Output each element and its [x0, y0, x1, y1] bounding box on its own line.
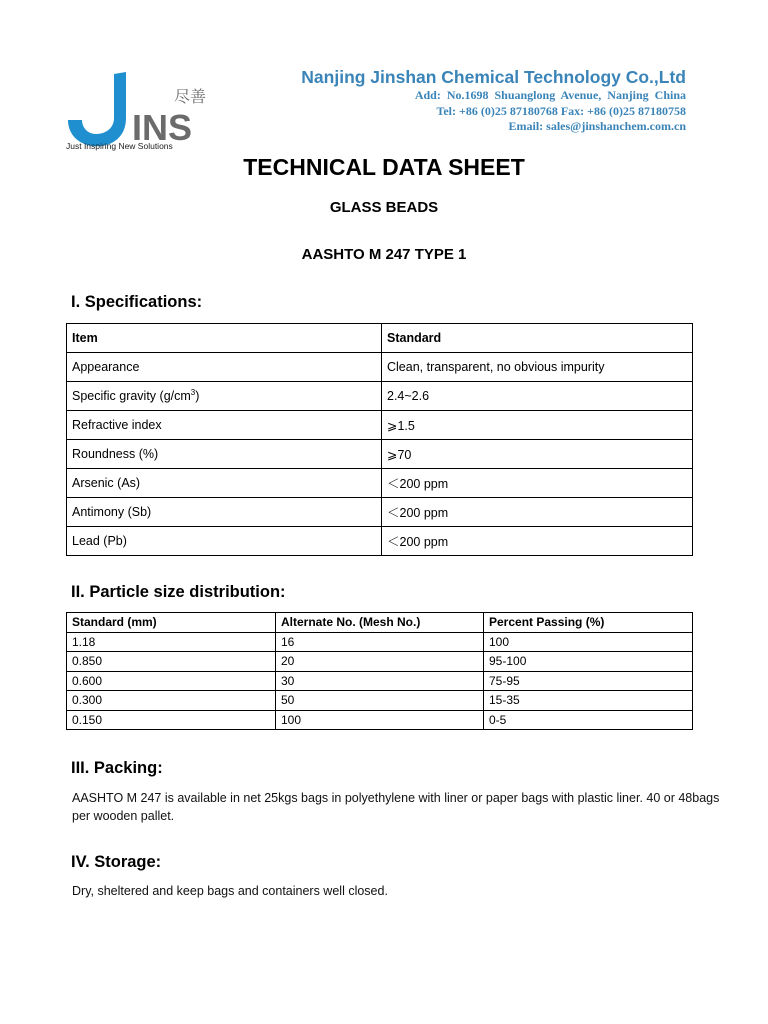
particle-size-table — [66, 612, 693, 730]
gravity-label: Specific gravity (g/cm — [72, 389, 191, 403]
table-row — [67, 498, 693, 527]
table-cell: ＜200 ppm — [382, 527, 693, 556]
table-header-cell: Item — [67, 324, 382, 353]
logo-j-mark — [68, 72, 126, 146]
table-row — [67, 440, 693, 469]
table-cell: 16 — [276, 632, 484, 652]
table-cell: 0.300 — [67, 691, 276, 711]
table-cell: Lead (Pb) — [67, 527, 382, 556]
table-cell: ⩾70 — [382, 440, 693, 469]
table-header-cell: Alternate No. (Mesh No.) — [276, 613, 484, 633]
table-row — [67, 353, 693, 382]
table-cell: ＜200 ppm — [382, 469, 693, 498]
document-title: TECHNICAL DATA SHEET — [243, 154, 525, 180]
gravity-superscript: 3 — [190, 387, 196, 397]
table-header-row — [67, 613, 693, 633]
logo-wordmark: INS — [132, 107, 193, 148]
table-cell: 2.4~2.6 — [382, 382, 693, 411]
table-row — [67, 652, 693, 672]
table-header-cell: Standard (mm) — [67, 613, 276, 633]
company-email: Email: sales@jinshanchem.com.cn — [508, 119, 686, 133]
company-phone: Tel: +86 (0)25 87180768 Fax: +86 (0)25 87180758 — [436, 103, 686, 118]
company-address: Add: No.1698 Shuanglong Avenue, Nanjing China — [414, 88, 686, 102]
table-cell: 100 — [276, 710, 484, 730]
table-cell: 0.850 — [67, 652, 276, 672]
storage-text: Dry, sheltered and keep bags and containers well closed. — [72, 884, 388, 898]
table-header-row — [67, 324, 693, 353]
packing-text: AASHTO M 247 is available in net 25kgs bags in polyethylene with liner or paper bags with plastic liner. 40 or 48bags per wooden pallet. — [72, 791, 720, 823]
gravity-close: ) — [195, 389, 200, 403]
table-row — [67, 632, 693, 652]
table-cell: ＜200 ppm — [382, 498, 693, 527]
section-heading-specifications: I. Specifications: — [71, 293, 203, 311]
table-cell: ⩾1.5 — [382, 411, 693, 440]
logo-tagline: Just Inspiring New Solutions — [66, 141, 173, 151]
table-cell: Antimony (Sb) — [67, 498, 382, 527]
section-heading-particle-size: II. Particle size distribution: — [71, 583, 286, 601]
table-row — [67, 527, 693, 556]
table-cell: 30 — [276, 671, 484, 691]
table-header-cell: Standard — [382, 324, 693, 353]
table-row — [67, 411, 693, 440]
table-cell: Appearance — [67, 353, 382, 382]
logo-chinese-mark: 尽善 — [174, 87, 207, 106]
table-cell: 50 — [276, 691, 484, 711]
section-heading-storage: IV. Storage: — [71, 853, 162, 871]
table-cell: 0.150 — [67, 710, 276, 730]
table-header-cell: Percent Passing (%) — [484, 613, 693, 633]
table-cell: 15-35 — [484, 691, 693, 711]
table-cell: 100 — [484, 632, 693, 652]
table-cell: Arsenic (As) — [67, 469, 382, 498]
table-row — [67, 691, 693, 711]
table-cell: 1.18 — [67, 632, 276, 652]
table-cell: Refractive index — [67, 411, 382, 440]
table-cell: 20 — [276, 652, 484, 672]
table-cell: 95-100 — [484, 652, 693, 672]
section-heading-packing: III. Packing: — [71, 759, 163, 777]
table-row — [67, 469, 693, 498]
table-row — [67, 671, 693, 691]
table-cell: Clean, transparent, no obvious impurity — [382, 353, 693, 382]
table-cell: 75-95 — [484, 671, 693, 691]
company-name: Nanjing Jinshan Chemical Technology Co.,Ltd — [301, 67, 686, 87]
table-cell: Roundness (%) — [67, 440, 382, 469]
table-row — [67, 710, 693, 730]
company-header — [301, 66, 686, 135]
product-name: GLASS BEADS — [329, 199, 439, 216]
table-cell: 0.600 — [67, 671, 276, 691]
table-row — [67, 382, 693, 411]
table-cell — [67, 382, 382, 411]
table-cell: 0-5 — [484, 710, 693, 730]
spec-name: AASHTO M 247 TYPE 1 — [301, 246, 467, 263]
specifications-table — [66, 323, 693, 556]
